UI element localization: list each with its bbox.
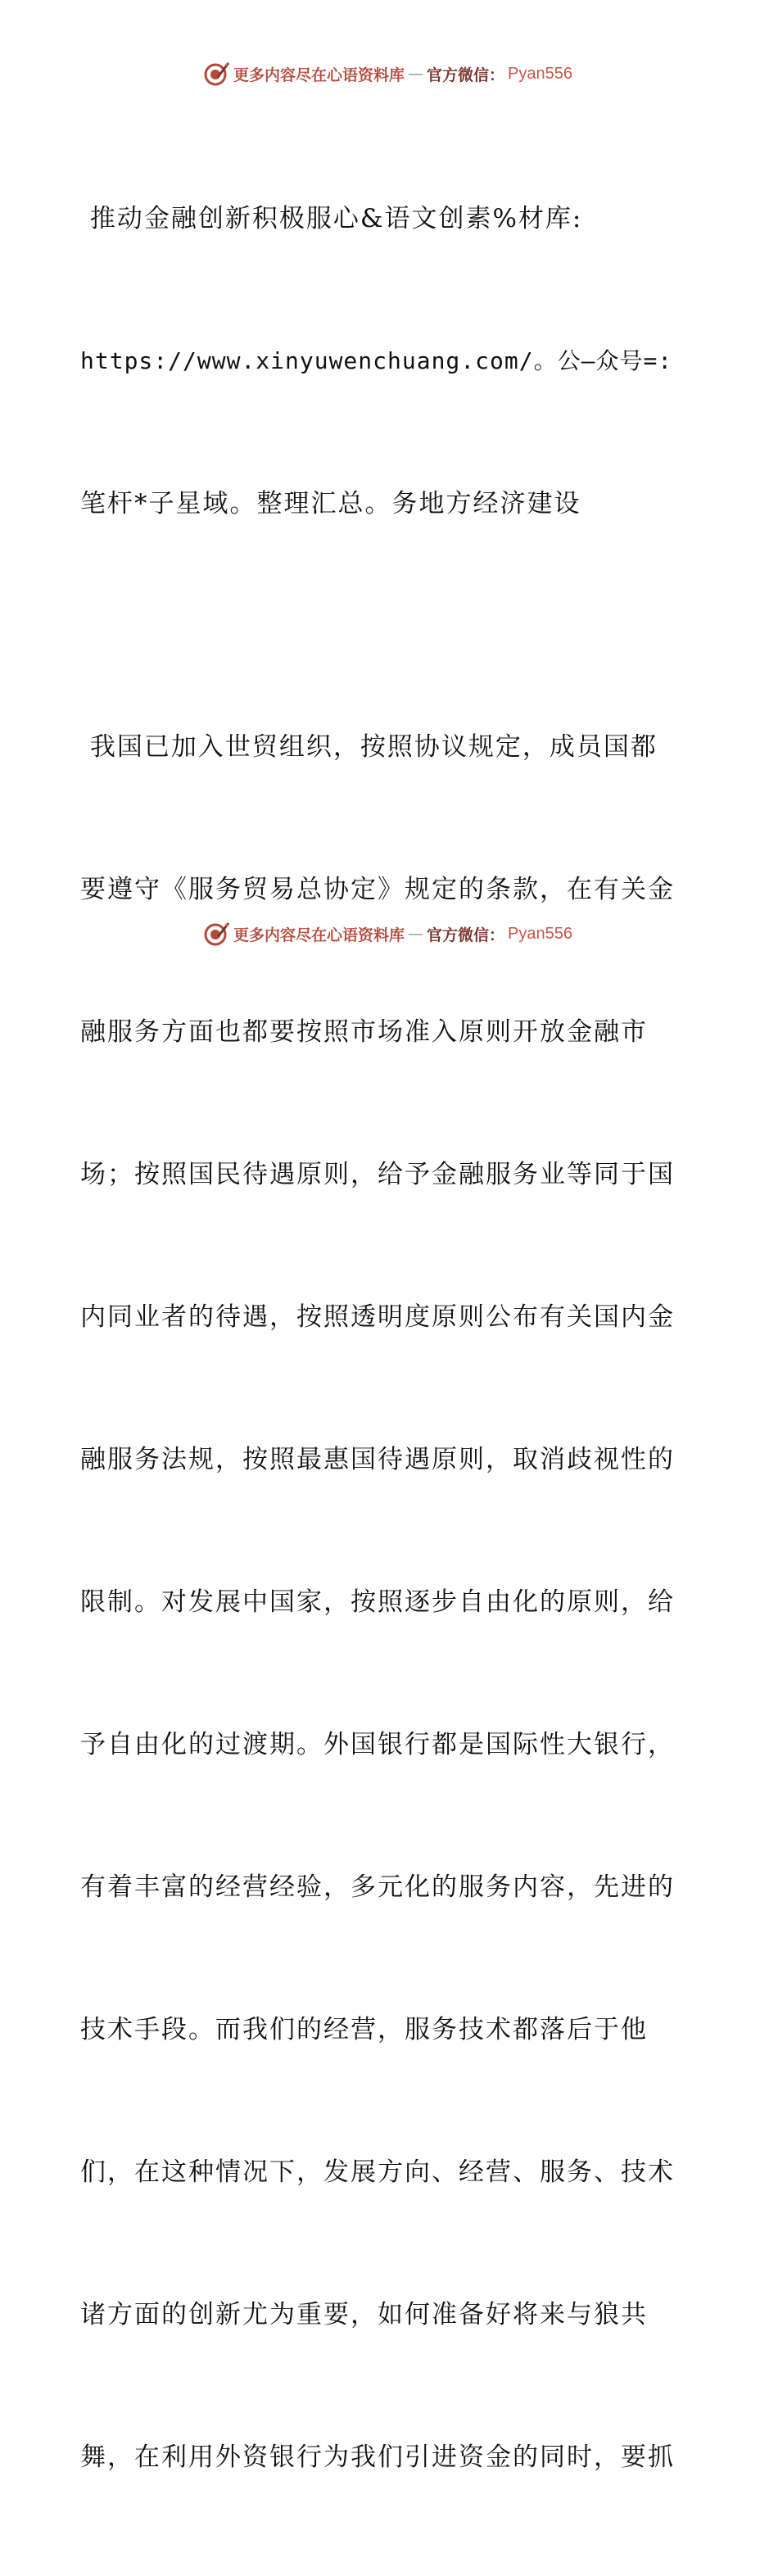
text-line: 融服务方面也都要按照市场准入原则开放金融市: [80, 1017, 648, 1047]
watermark-text: 更多内容尽在心语资料库: [233, 66, 405, 84]
text-line: 融服务法规，按照最惠国待遇原则，取消歧视性的: [80, 1445, 675, 1474]
watermark-separator: —: [408, 65, 424, 83]
watermark-handle: Pyan556: [508, 64, 572, 83]
text-line: 予自由化的过渡期。外国银行都是国际性大银行，: [80, 1730, 675, 1759]
text-line: 推动金融创新积极服心&语文创素%材库:: [80, 204, 583, 233]
quill-logo-icon: [202, 920, 230, 948]
watermark-text: 更多内容尽在心语资料库: [233, 926, 405, 944]
watermark-separator: —: [408, 925, 424, 943]
text-line: 笔杆*子星域。整理汇总。务地方经济建设: [80, 489, 581, 518]
text-line: 有着丰富的经营经验，多元化的服务内容，先进的: [80, 1872, 675, 1902]
watermark-group: [202, 920, 572, 948]
header-watermark: [0, 57, 778, 90]
paragraph: [80, 100, 703, 622]
watermark-handle: Pyan556: [508, 924, 572, 943]
text-line: 诸方面的创新尤为重要，如何准备好将来与狼共: [80, 2300, 648, 2329]
text-line: 内同业者的待遇，按照透明度原则公布有关国内金: [80, 1302, 675, 1332]
quill-logo-icon: [202, 60, 230, 88]
text-line: 我国已加入世贸组织，按照协议规定，成员国都: [80, 732, 658, 762]
text-line: 技术手段。而我们的经营，服务技术都落后于他: [80, 2015, 648, 2044]
watermark-label: 官方微信：: [427, 926, 505, 944]
watermark-label: 官方微信：: [427, 66, 505, 84]
text-line: 场；按照国民待遇原则，给予金融服务业等同于国: [80, 1160, 675, 1189]
footer-watermark: [0, 917, 778, 950]
document-body: [80, 100, 703, 2576]
text-line: https://www.xinyuwenchuang.com/。公—众号=:: [80, 347, 673, 374]
text-line: 们，在这种情况下，发展方向、经营、服务、技术: [80, 2157, 675, 2187]
watermark-group: [202, 60, 572, 88]
text-line: 限制。对发展中国家，按照逐步自由化的原则，给: [80, 1587, 675, 1617]
text-line: 舞，在利用外资银行为我们引进资金的同时，要抓: [80, 2442, 675, 2472]
text-line: 要遵守《服务贸易总协定》规定的条款，在有关金: [80, 875, 675, 904]
